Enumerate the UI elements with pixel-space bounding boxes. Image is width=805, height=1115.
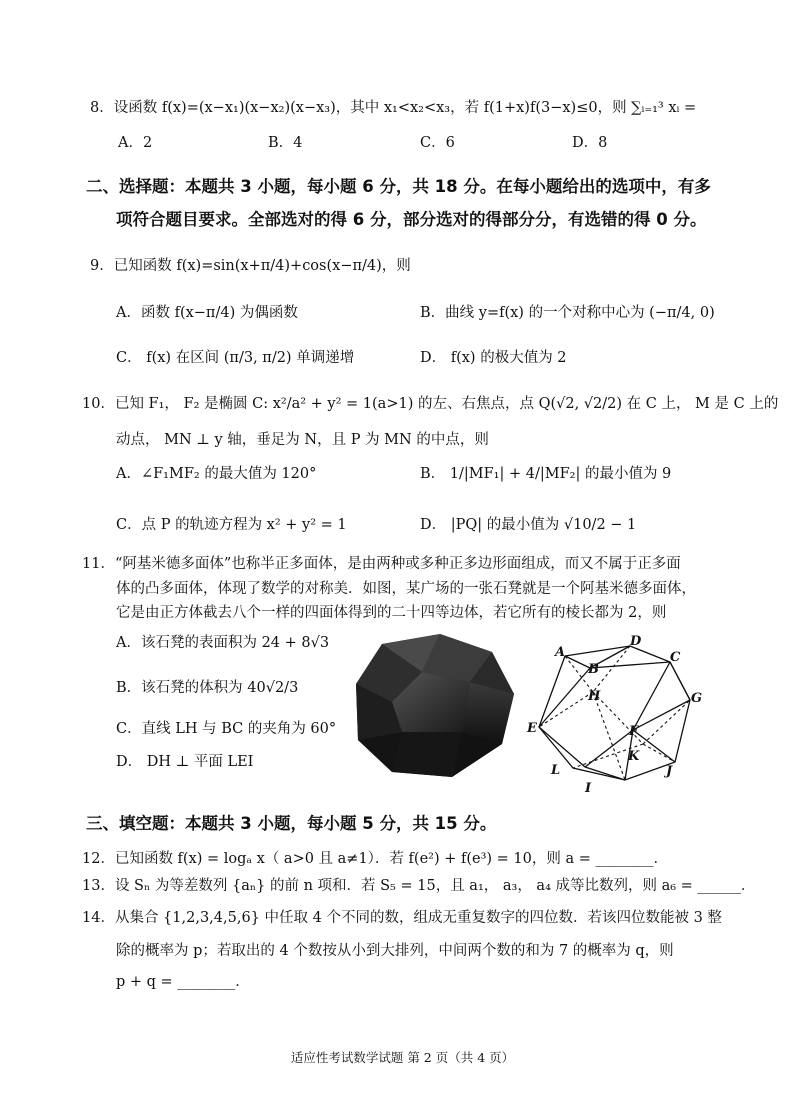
q8-option-a: A．2 — [118, 135, 153, 151]
q10-option-d: D． |PQ| 的最小值为 √10/2 − 1 — [420, 517, 637, 533]
q14-stem-line3: p + q = ________． — [116, 974, 250, 990]
stone-bench-photo — [352, 632, 522, 782]
q11-option-c: C．直线 LH 与 BC 的夹角为 60° — [116, 721, 337, 737]
q10-stem-line2: 动点， MN ⊥ y 轴，垂足为 N，且 P 为 MN 的中点，则 — [116, 432, 489, 448]
q11-option-d: D． DH ⊥ 平面 LEI — [116, 754, 254, 770]
q13-stem: 13．设 Sₙ 为等差数列 {aₙ} 的前 n 项和．若 S₅ = 15，且 a₁， a₃， a₄ 成等比数列，则 a₆ = ______． — [82, 878, 756, 894]
q8-option-d: D．8 — [572, 135, 608, 151]
q10-option-b: B． 1/|MF₁| + 4/|MF₂| 的最小值为 9 — [420, 466, 672, 482]
q9-option-d: D． f(x) 的极大值为 2 — [420, 350, 567, 366]
section3-heading: 三、填空题：本题共 3 小题，每小题 5 分，共 15 分。 — [86, 814, 497, 833]
q9-option-a: A．函数 f(x−π/4) 为偶函数 — [116, 305, 298, 321]
q8-option-c: C．6 — [420, 135, 455, 151]
q12-stem: 12．已知函数 f(x) = logₐ x（ a>0 且 a≠1）．若 f(e²) + f(e³) = 10，则 a = ________． — [82, 851, 668, 867]
vertex-label-b: B — [588, 662, 599, 677]
vertex-label-f: F — [629, 724, 639, 739]
q11-stem-line3: 它是由正方体截去八个一样的四面体得到的二十四等边体，若它所有的棱长都为 2，则 — [116, 605, 667, 621]
q9-option-c: C． f(x) 在区间 (π/3, π/2) 单调递增 — [116, 350, 355, 366]
vertex-label-c: C — [670, 650, 681, 665]
q9-stem: 9．已知函数 f(x)=sin(x+π/4)+cos(x−π/4)，则 — [90, 258, 411, 274]
page-footer: 适应性考试数学试题 第 2 页（共 4 页） — [290, 1050, 515, 1065]
section2-heading-line2: 项符合题目要求。全部选对的得 6 分，部分选对的得部分分，有选错的得 0 分。 — [116, 210, 707, 229]
vertex-label-g: G — [691, 691, 703, 706]
vertex-label-d: D — [630, 634, 642, 649]
q8-option-b: B．4 — [268, 135, 303, 151]
vertex-label-e: E — [527, 721, 537, 736]
vertex-label-a: A — [555, 645, 566, 660]
vertex-label-h: H — [588, 689, 601, 704]
vertex-label-i: I — [585, 781, 592, 796]
q14-stem-line1: 14．从集合 {1,2,3,4,5,6} 中任取 4 个不同的数，组成无重复数字的四位数．若该四位数能被 3 整 — [82, 910, 722, 926]
polyhedron-diagram — [525, 632, 715, 797]
q10-stem-line1: 10．已知 F₁， F₂ 是椭圆 C: x²/a² + y² = 1(a>1) 的左、右焦点，点 Q(√2, √2/2) 在 C 上， M 是 C 上的 — [82, 396, 779, 412]
q9-option-b: B．曲线 y=f(x) 的一个对称中心为 (−π/4, 0) — [420, 305, 715, 321]
q11-stem-line1: 11．“阿基米德多面体”也称半正多面体，是由两种或多种正多边形面组成，而又不属于正多面 — [82, 556, 681, 572]
vertex-label-j: J — [666, 764, 673, 779]
vertex-label-k: K — [628, 749, 640, 764]
q11-option-b: B．该石凳的体积为 40√2/3 — [116, 680, 299, 696]
q10-option-a: A．∠F₁MF₂ 的最大值为 120° — [116, 466, 317, 482]
section2-heading-line1: 二、选择题：本题共 3 小题，每小题 6 分，共 18 分。在每小题给出的选项中，有多 — [86, 177, 711, 196]
q11-stem-line2: 体的凸多面体，体现了数学的对称美．如图，某广场的一张石凳就是一个阿基米德多面体， — [116, 581, 696, 597]
q14-stem-line2: 除的概率为 p；若取出的 4 个数按从小到大排列，中间两个数的和为 7 的概率为 q，则 — [116, 943, 674, 959]
q8-stem: 8．设函数 f(x)=(x−x₁)(x−x₂)(x−x₃)，其中 x₁<x₂<x₃，若 f(1+x)f(3−x)≤0，则 ∑ᵢ₌₁³ xᵢ = — [90, 100, 697, 116]
q10-option-c: C．点 P 的轨迹方程为 x² + y² = 1 — [116, 517, 347, 533]
q11-option-a: A．该石凳的表面积为 24 + 8√3 — [116, 635, 330, 651]
vertex-label-l: L — [551, 763, 561, 778]
